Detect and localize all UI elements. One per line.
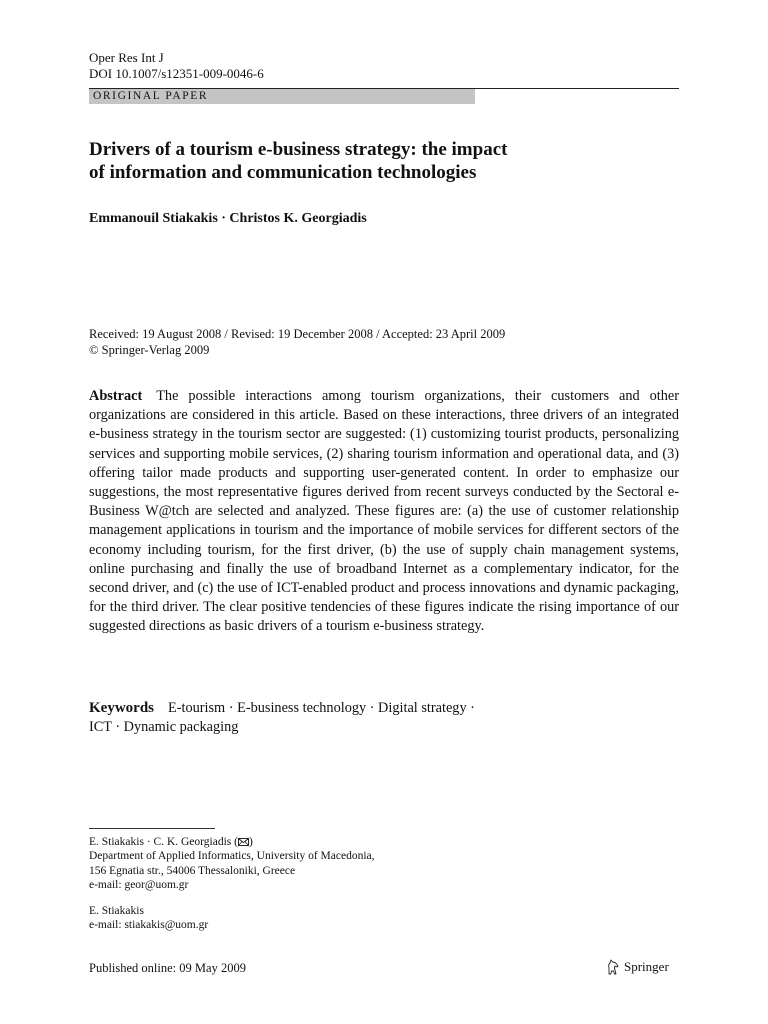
author-list: Emmanouil Stiakakis · Christos K. Georgiadis xyxy=(89,211,367,226)
affiliation-email[interactable]: e-mail: geor@uom.gr xyxy=(89,878,189,891)
article-history xyxy=(89,327,505,358)
abstract-label: Abstract xyxy=(89,388,143,404)
history-dates: Received: 19 August 2008 / Revised: 19 December 2008 / Accepted: 23 April 2009 xyxy=(89,327,506,341)
paper-type-banner: ORIGINAL PAPER xyxy=(89,89,475,104)
keywords xyxy=(89,699,679,737)
affiliation-authors: E. Stiakakis · C. K. Georgiadis ( xyxy=(89,836,238,848)
doi: DOI 10.1007/s12351-009-0046-6 xyxy=(89,66,264,81)
abstract-text: The possible interactions among tourism organizations, their customers and other organizations are considered in this article. Based on these interactions, three drivers of an integrated e-business strategy in the tourism sector are suggested: (1) customizing tourist products, personalizing services and supporting mobile services, (2) sharing tourism information and operational data, and (3) offering tailor made products and supporting user-generated content. In order to emphasize our suggestions, the most representative figures derived from recent surveys conducted by the Sectoral e-Business W@tch are selected and analyzed. These figures are: (a) the use of customer relationship management applications in tourism and the importance of mobile services for different sectors of the economy including tourism, for the first driver, (b) the use of supply chain management systems, online purchasing and finally the use of broadband Internet as a complementary indicator, for the second driver, and (c) the use of ICT-enabled product and process innovations and dynamic packaging, for the third driver. The clear positive tendencies of these figures indicate the rising importance of our suggested directions as basic drivers of a tourism e-business strategy. xyxy=(89,388,679,635)
keywords-label: Keywords xyxy=(89,700,154,716)
affiliation-department: Department of Applied Informatics, University of Macedonia, xyxy=(89,850,375,863)
envelope-icon[interactable] xyxy=(238,838,249,846)
keywords-line-1: E-tourism · E-business technology · Digital strategy · xyxy=(168,700,475,716)
affiliation-block-2 xyxy=(89,904,208,933)
affiliation-address: 156 Egnatia str., 54006 Thessaloniki, Greece xyxy=(89,864,296,877)
affiliation-author-2: E. Stiakakis xyxy=(89,905,144,917)
article-title xyxy=(89,138,689,184)
springer-horse-icon xyxy=(606,959,620,975)
affiliation-email-2[interactable]: e-mail: stiakakis@uom.gr xyxy=(89,919,209,932)
title-line-1: Drivers of a tourism e-business strategy: the impact xyxy=(89,139,508,160)
publisher-logo xyxy=(606,958,669,976)
title-line-2: of information and communication technologies xyxy=(89,162,477,183)
affiliation-block: E. Stiakakis · C. K. Georgiadis ( ) Department of Applied Informatics, University of Macedonia, 156 Egnatia str., 54006 Thessaloniki, Greece e-mail: geor@uom.gr xyxy=(89,836,375,891)
published-online: Published online: 09 May 2009 xyxy=(89,961,246,975)
copyright: © Springer-Verlag 2009 xyxy=(89,342,210,357)
journal-name: Oper Res Int J xyxy=(89,50,164,65)
abstract xyxy=(89,387,679,637)
keywords-line-2: ICT · Dynamic packaging xyxy=(89,719,239,735)
footnote-rule xyxy=(89,828,215,829)
publisher-name: Springer xyxy=(624,959,669,974)
